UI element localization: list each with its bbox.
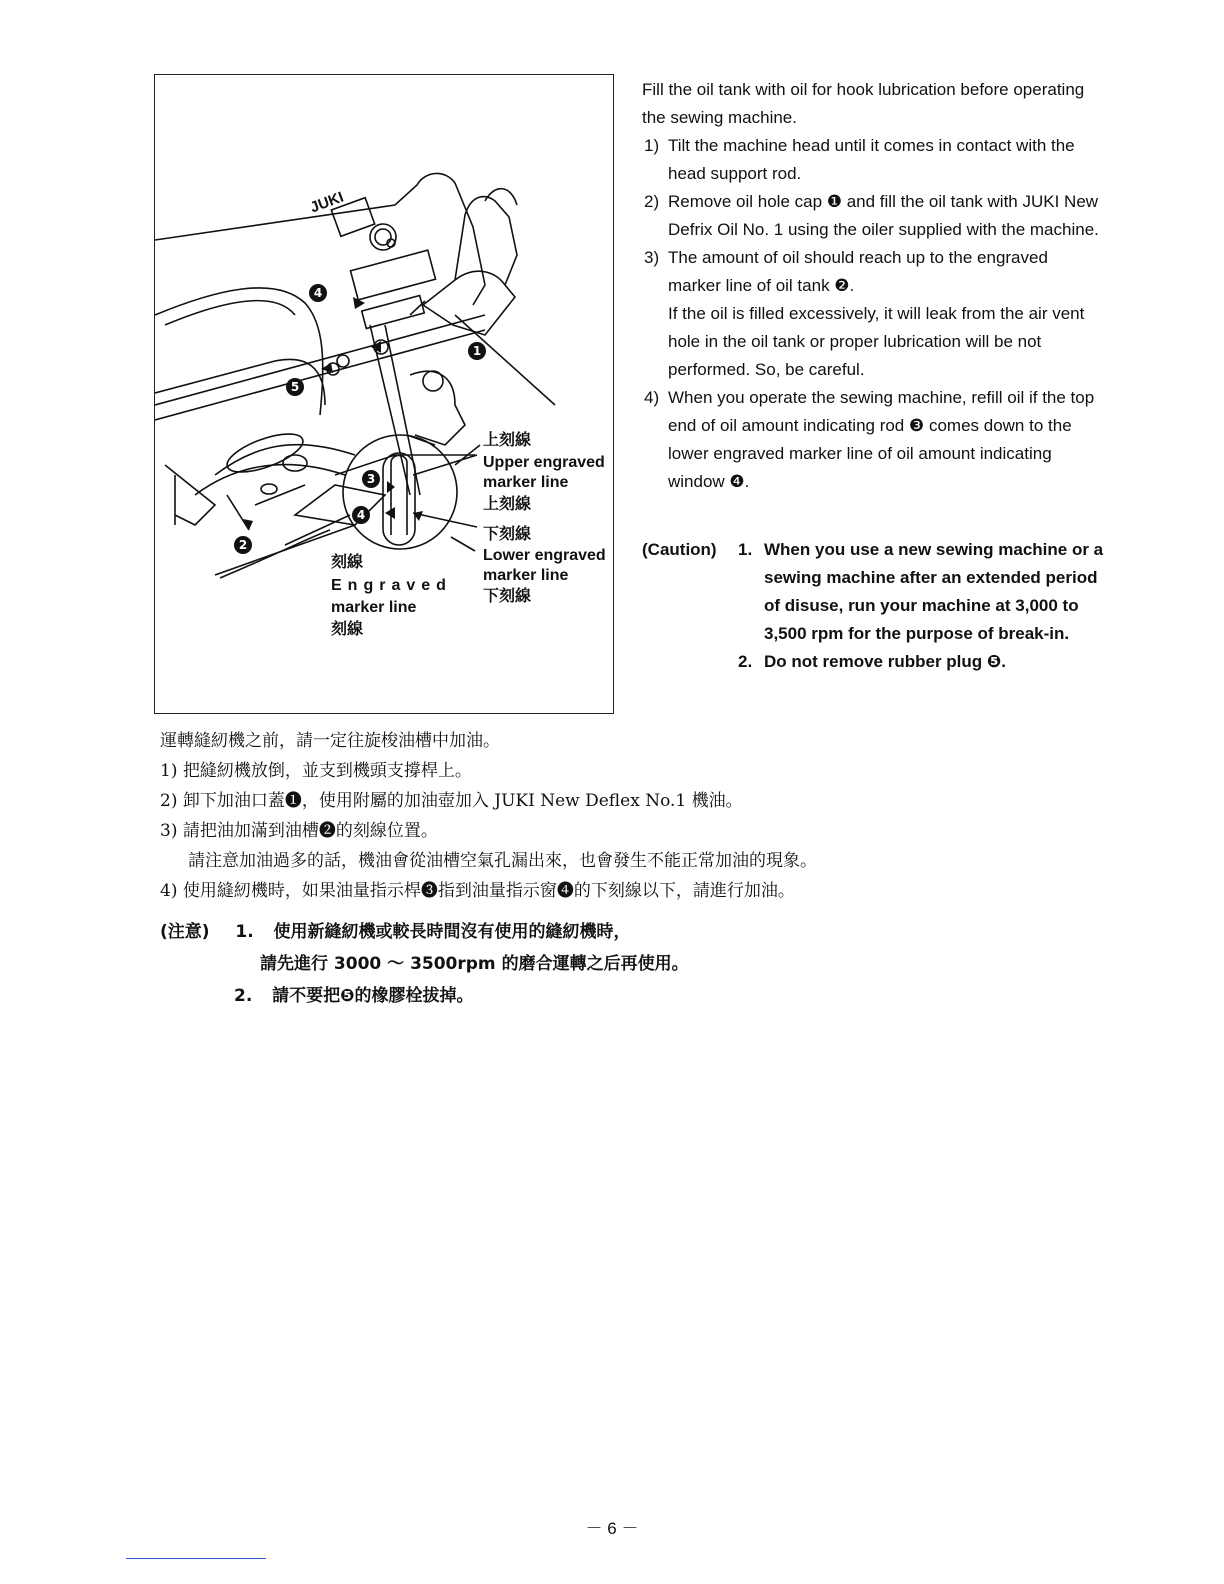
step-number: 2) <box>644 192 660 211</box>
svg-text:4: 4 <box>356 508 366 522</box>
caution-item-1 <box>642 536 1112 648</box>
label-engraved-en-1: Engraved <box>331 577 452 594</box>
zh-intro: 運轉縫紉機之前，請一定往旋梭油槽中加油。 <box>160 731 500 751</box>
step-number: 4) <box>644 388 660 407</box>
zh-caution-line-3: 請不要把❺的橡膠栓拔掉。 <box>272 986 474 1006</box>
label-engraved-zh-1: 刻線 <box>331 554 364 571</box>
label-lower-en-2: marker line <box>483 567 569 584</box>
zh-caution-line-1: 使用新縫紉機或較長時間沒有使用的縫紉機時， <box>273 922 631 942</box>
caution-text: Do not remove rubber plug ❺. <box>764 652 1007 671</box>
label-lower-zh-2: 下刻線 <box>483 588 532 605</box>
label-upper-en-2: marker line <box>483 474 569 491</box>
zh-step-2: 2) 卸下加油口蓋❶，使用附屬的加油壺加入 JUKI New Deflex No.1 機油。 <box>160 791 743 811</box>
caution-tag: (Caution) <box>642 540 717 559</box>
step-text: Remove oil hole cap ❶ and fill the oil tank with JUKI New Defrix Oil No. 1 using the oiler supplied with the machine. <box>668 192 1099 239</box>
zh-caution-number-2: 2. <box>234 986 253 1006</box>
zh-step-1: 1) 把縫紉機放倒，並支到機頭支撐桿上。 <box>160 761 472 781</box>
sewing-machine-drawing <box>155 75 615 715</box>
step-number: 3) <box>644 248 660 267</box>
label-upper-zh-1: 上刻線 <box>483 432 532 449</box>
footer-rule <box>126 1558 266 1559</box>
zh-caution-tag: (注意) <box>160 922 210 942</box>
caution-number: 2. <box>738 652 753 671</box>
caution-block <box>642 536 1112 676</box>
step-4 <box>642 384 1104 496</box>
juki-logo: JUKI <box>307 188 346 217</box>
zh-step-4: 4) 使用縫紉機時，如果油量指示桿❸指到油量指示窗❹的下刻線以下，請進行加油。 <box>160 881 795 901</box>
chinese-instructions <box>160 726 1060 906</box>
caution-item-2 <box>642 648 1112 676</box>
svg-text:5: 5 <box>290 380 300 394</box>
label-upper-en-1: Upper engraved <box>483 454 605 471</box>
zh-step-3: 3) 請把油加滿到油槽❷的刻線位置。 <box>160 821 438 841</box>
caution-text: When you use a new sewing machine or a sewing machine after an extended period of disuse, run your machine at 3,000 to 3,500 rpm for the purpose of break-in. <box>764 540 1104 643</box>
label-lower-zh-1: 下刻線 <box>483 526 532 543</box>
step-2 <box>642 188 1104 244</box>
zh-step-3-note: 請注意加油過多的話，機油會從油槽空氣孔漏出來，也會發生不能正常加油的現象。 <box>188 851 817 871</box>
step-3-note: If the oil is filled excessively, it will leak from the air vent hole in the oil tank or proper lubrication will be not performed. So, be careful. <box>668 304 1085 379</box>
zh-caution-line-2: 請先進行 3000 ～ 3500rpm 的磨合運轉之后再使用。 <box>260 954 689 974</box>
step-text: Tilt the machine head until it comes in contact with the head support rod. <box>668 136 1075 183</box>
label-engraved-en-2: marker line <box>331 599 417 616</box>
svg-text:1: 1 <box>472 344 482 358</box>
svg-text:3: 3 <box>366 472 376 486</box>
step-text: The amount of oil should reach up to the engraved marker line of oil tank ❷. <box>668 248 1048 295</box>
step-text: When you operate the sewing machine, refill oil if the top end of oil amount indicating rod ❸ comes down to the lower engraved marker line of oil amount indicating window ❹. <box>668 388 1095 491</box>
label-engraved-zh-2: 刻線 <box>331 621 364 638</box>
page-number: － 6 － <box>585 1519 639 1538</box>
label-lower-en-1: Lower engraved <box>483 547 606 564</box>
intro-text: Fill the oil tank with oil for hook lubrication before operating the sewing machine. <box>642 80 1085 127</box>
oil-tank-illustration <box>154 74 614 714</box>
zh-caution-number-1: 1. <box>235 922 254 942</box>
step-number: 1) <box>644 136 660 155</box>
zh-caution-block <box>160 916 689 1012</box>
svg-text:4: 4 <box>313 286 323 300</box>
caution-number: 1. <box>738 540 753 559</box>
svg-text:2: 2 <box>238 538 248 552</box>
step-3 <box>642 244 1104 384</box>
label-upper-zh-2: 上刻線 <box>483 496 532 513</box>
english-instructions <box>642 76 1104 496</box>
step-1 <box>642 132 1104 188</box>
